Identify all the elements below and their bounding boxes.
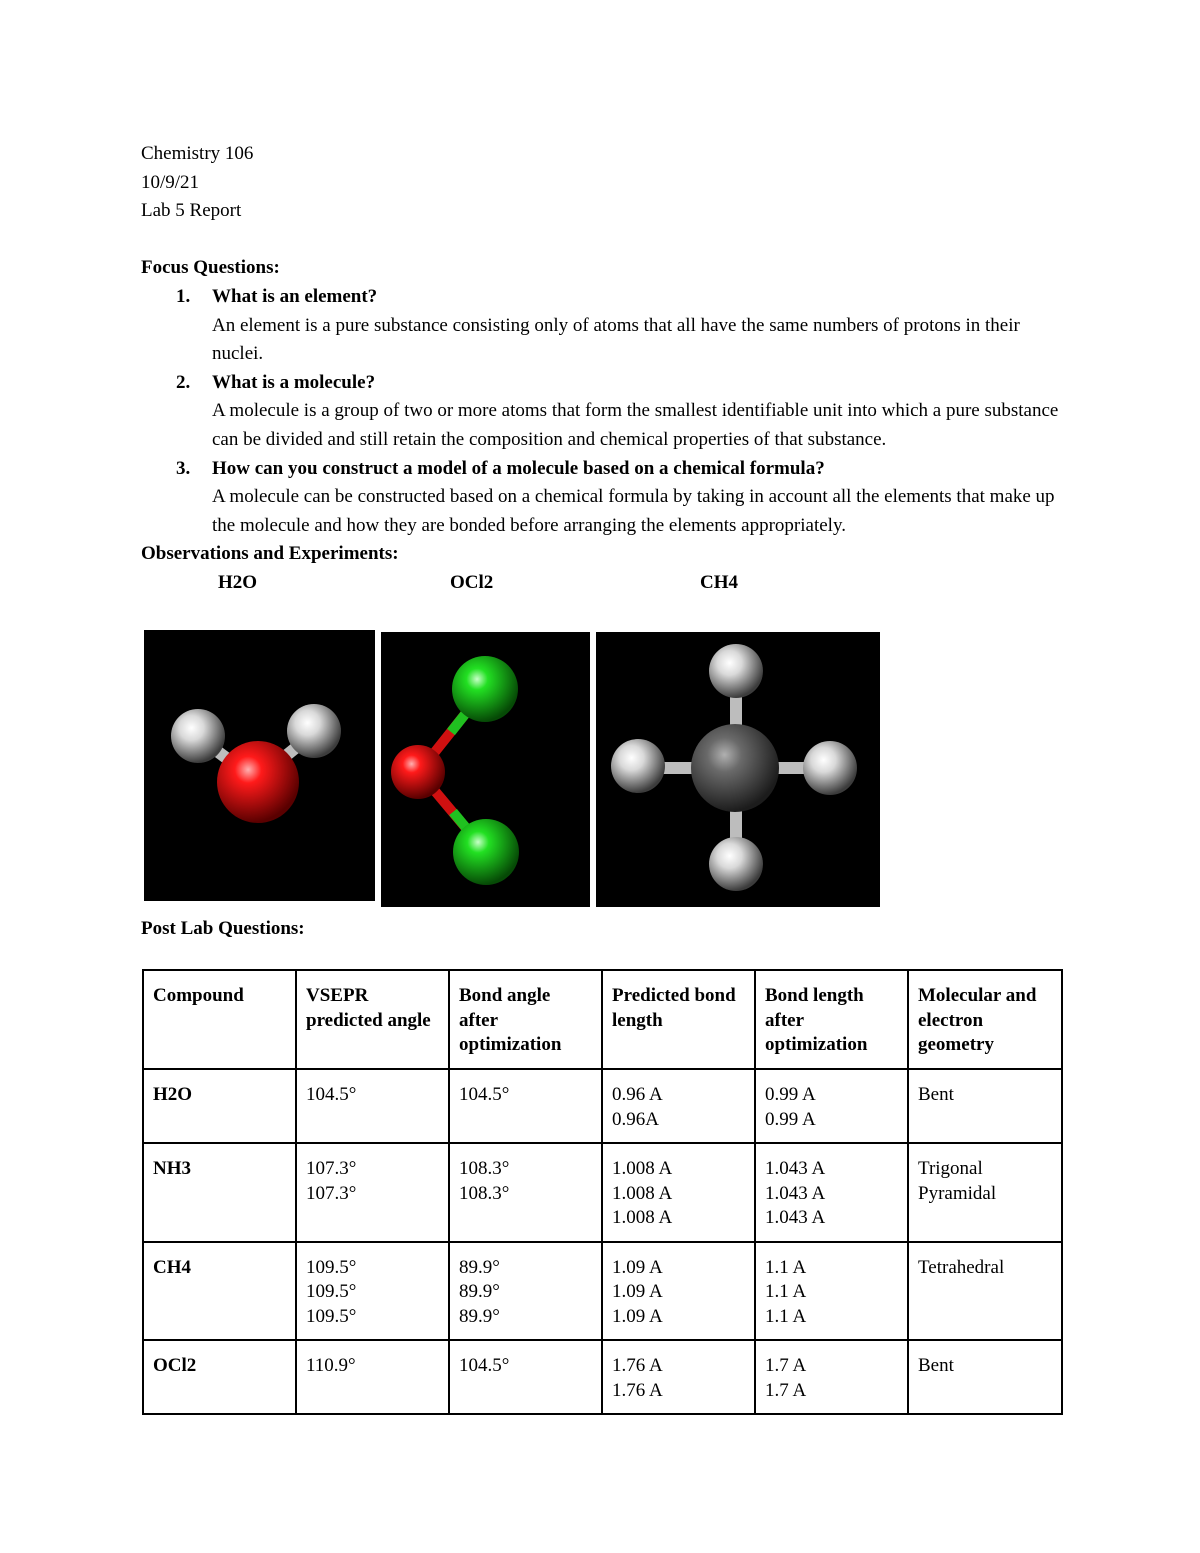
geometry-cell (908, 1340, 1062, 1414)
cell-value: 108.3° (459, 1182, 510, 1204)
vsepr-angle-cell (296, 1340, 449, 1414)
cell-value: 89.9° (459, 1305, 500, 1327)
focus-question (141, 369, 1071, 455)
compound-cell: NH3 (143, 1143, 296, 1242)
molecule-images (144, 629, 884, 907)
cell-value: 1.043 A (765, 1158, 826, 1179)
cell-value: 89.9° (459, 1281, 500, 1302)
ocl2-model-image (381, 632, 590, 907)
hydrogen-atom (171, 709, 225, 763)
bond-angle-cell (449, 1340, 602, 1414)
geometry-cell (908, 1143, 1062, 1242)
optimized-length-cell (755, 1143, 908, 1242)
chlorine-atom (452, 656, 518, 722)
cell-value: 0.99 A (765, 1084, 816, 1105)
question-answer: A molecule is a group of two or more atoms that form the smallest identifiable unit into which a pure substance can be divided and still retain the composition and chemical properties of that substance. (212, 400, 1059, 450)
cell-value: 1.76 A (612, 1355, 663, 1376)
cell-value: 0.99 A (765, 1108, 816, 1130)
cell-value: 104.5° (459, 1084, 510, 1105)
question-number: 2. (176, 371, 191, 393)
cell-value: 104.5° (306, 1084, 357, 1105)
hydrogen-atom (709, 644, 763, 698)
focus-questions-heading: Focus Questions: (141, 257, 280, 279)
cell-value: Bent (918, 1355, 954, 1376)
cell-value: 1.76 A (612, 1379, 663, 1401)
cell-value: 1.1 A (765, 1305, 807, 1327)
cell-value: 1.043 A (765, 1182, 826, 1204)
cell-value: Tetrahedral (918, 1256, 1005, 1278)
cell-value: 1.1 A (765, 1256, 807, 1278)
table-header-row (143, 970, 1062, 1069)
cell-value: 0.96A (612, 1108, 659, 1130)
cell-value: 109.5° (306, 1281, 357, 1302)
cell-value: 109.5° (306, 1305, 357, 1327)
table-row (143, 1143, 1062, 1242)
post-lab-heading: Post Lab Questions: (141, 918, 305, 939)
focus-question (141, 283, 1071, 369)
molecule-label-ch4: CH4 (700, 571, 738, 593)
bond-angle-cell (449, 1143, 602, 1242)
cell-value: 1.043 A (765, 1207, 826, 1228)
question-title: What is an element? (212, 285, 378, 307)
hydrogen-atom (287, 704, 341, 758)
molecule-label-ocl2: OCl2 (450, 571, 494, 593)
question-title: What is a molecule? (212, 371, 376, 393)
oxygen-atom (391, 745, 445, 799)
chlorine-atom (453, 819, 519, 885)
header-vsepr-angle: VSEPR predicted angle (296, 970, 449, 1069)
cell-value: 108.3° (459, 1158, 510, 1179)
header-optimized-length: Bond length after optimization (755, 970, 908, 1069)
report-date: 10/9/21 (141, 171, 200, 193)
question-answer: An element is a pure substance consisting only of atoms that all have the same numbers of protons in their nuclei. (212, 314, 1020, 365)
cell-value: 109.5° (306, 1256, 357, 1278)
cell-value: Bent (918, 1084, 954, 1105)
oxygen-atom (217, 741, 299, 823)
geometry-cell (908, 1242, 1062, 1341)
molecule-label-h2o: H2O (218, 571, 258, 593)
optimized-length-cell (755, 1069, 908, 1143)
predicted-length-cell (602, 1143, 755, 1242)
question-answer: A molecule can be constructed based on a chemical formula by taking in account all the elements that make up the molecule and how they are bonded before arranging the elements appropriately. (212, 486, 1055, 536)
cell-value: 1.09 A (612, 1256, 663, 1278)
table-row (143, 1069, 1062, 1143)
observations-heading: Observations and Experiments: (141, 543, 399, 565)
results-table (142, 969, 1063, 1415)
h2o-model-image (144, 630, 375, 901)
bond-angle-cell (449, 1242, 602, 1341)
header-compound: Compound (143, 970, 296, 1069)
hydrogen-atom (611, 739, 665, 793)
table-row (143, 1340, 1062, 1414)
cell-value: 1.008 A (612, 1207, 673, 1228)
cell-value: 1.09 A (612, 1305, 663, 1327)
course-name: Chemistry 106 (141, 143, 254, 164)
ch4-model-image (596, 632, 880, 907)
predicted-length-cell (602, 1069, 755, 1143)
molecule-labels (141, 569, 1071, 597)
geometry-cell (908, 1069, 1062, 1143)
header-geometry: Molecular and electron geometry (908, 970, 1062, 1069)
question-number: 1. (176, 285, 191, 307)
table-row (143, 1242, 1062, 1341)
cell-value: 110.9° (306, 1355, 356, 1376)
carbon-atom (691, 724, 779, 812)
cell-value: 1.1 A (765, 1281, 807, 1302)
cell-value: Trigonal (918, 1158, 983, 1179)
focus-question (141, 455, 1071, 541)
cell-value: 1.09 A (612, 1281, 663, 1302)
question-title: How can you construct a model of a molecule based on a chemical formula? (212, 457, 825, 479)
compound-cell: H2O (143, 1069, 296, 1143)
cell-value: 107.3° (306, 1158, 357, 1179)
cell-value: 0.96 A (612, 1084, 663, 1105)
bond-angle-cell (449, 1069, 602, 1143)
vsepr-angle-cell (296, 1143, 449, 1242)
compound-cell: CH4 (143, 1242, 296, 1341)
predicted-length-cell (602, 1242, 755, 1341)
vsepr-angle-cell (296, 1069, 449, 1143)
optimized-length-cell (755, 1340, 908, 1414)
header-predicted-length: Predicted bond length (602, 970, 755, 1069)
document-body (141, 140, 1071, 597)
cell-value: 1.7 A (765, 1379, 807, 1401)
compound-cell: OCl2 (143, 1340, 296, 1414)
cell-value: Pyramidal (918, 1182, 997, 1204)
optimized-length-cell (755, 1242, 908, 1341)
cell-value: 104.5° (459, 1355, 510, 1376)
cell-value: 1.7 A (765, 1355, 807, 1376)
cell-value: 107.3° (306, 1182, 357, 1204)
hydrogen-atom (709, 837, 763, 891)
hydrogen-atom (803, 741, 857, 795)
report-title: Lab 5 Report (141, 200, 242, 222)
cell-value: 1.008 A (612, 1182, 673, 1204)
vsepr-angle-cell (296, 1242, 449, 1341)
header-bond-angle: Bond angle after optimization (449, 970, 602, 1069)
cell-value: 89.9° (459, 1256, 500, 1278)
focus-questions-list (141, 283, 1071, 540)
cell-value: 1.008 A (612, 1158, 673, 1179)
question-number: 3. (176, 457, 191, 479)
predicted-length-cell (602, 1340, 755, 1414)
